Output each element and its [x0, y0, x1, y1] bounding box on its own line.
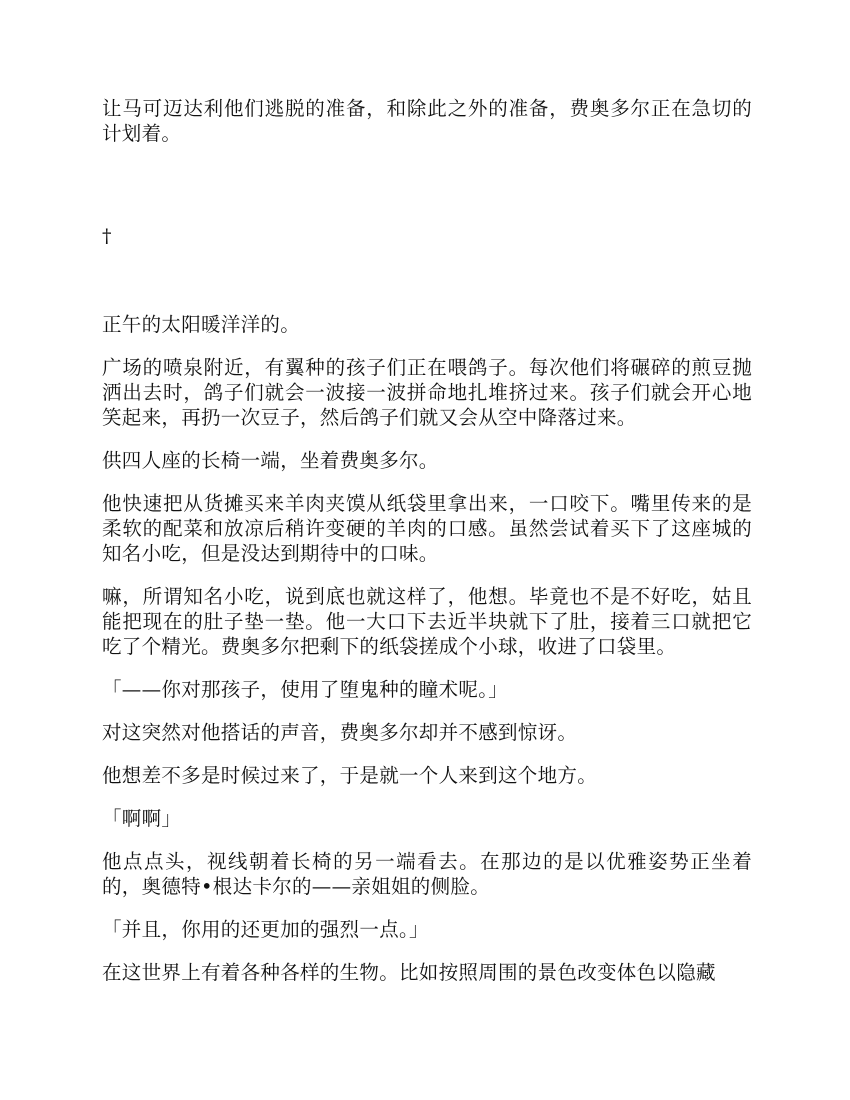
paragraph: 他快速把从货摊买来羊肉夹馍从纸袋里拿出来，一口咬下。嘴里传来的是柔软的配菜和放凉后稍许变硬的羊肉的口感。虽然尝试着买下了这座城的知名小吃，但是没达到期待中的口味。: [102, 492, 752, 565]
document-page: [102, 96, 752, 1003]
dialogue-line: 「并且，你用的还更加的强烈一点。」: [102, 918, 429, 941]
paragraph: 正午的太阳暖洋洋的。: [102, 313, 301, 336]
paragraph: 他想差不多是时候过来了，于是就一个人来到这个地方。: [102, 764, 598, 787]
paragraph: 供四人座的长椅一端，坐着费奥多尔。: [102, 449, 439, 472]
paragraph: 在这世界上有着各种各样的生物。比如按照周围的景色改变体色以隐藏: [102, 961, 716, 984]
dialogue-line: 「啊啊」: [102, 807, 182, 830]
paragraph: 嘛，所谓知名小吃，说到底也就这样了，他想。毕竟也不是不好吃，姑且能把现在的肚子垫一垫。他一大口下去近半块就下了肚，接着三口就把它吃了个精光。费奥多尔把剩下的纸袋搓成个小球，收进了口袋里。: [102, 585, 752, 658]
intro-paragraph: 让马可迈达利他们逃脱的准备，和除此之外的准备，费奥多尔正在急切的计划着。: [102, 97, 752, 145]
paragraph: 广场的喷泉附近，有翼种的孩子们正在喂鸽子。每次他们将碾碎的煎豆抛洒出去时，鸽子们就会一波接一波拼命地扎堆挤过来。孩子们就会开心地笑起来，再扔一次豆子，然后鸽子们就又会从空中降落过来。: [102, 356, 752, 429]
section-gap: [102, 249, 752, 312]
section-gap: [102, 164, 752, 224]
paragraph: 他点点头，视线朝着长椅的另一端看去。在那边的是以优雅姿势正坐着的，奥德特•根达卡尔的——亲姐姐的侧脸。: [102, 850, 752, 898]
paragraph: 对这突然对他搭话的声音，费奥多尔却并不感到惊讶。: [102, 721, 578, 744]
dialogue-line: 「——你对那孩子，使用了堕鬼种的瞳术呢。」: [102, 678, 509, 701]
section-separator: †: [102, 225, 112, 247]
